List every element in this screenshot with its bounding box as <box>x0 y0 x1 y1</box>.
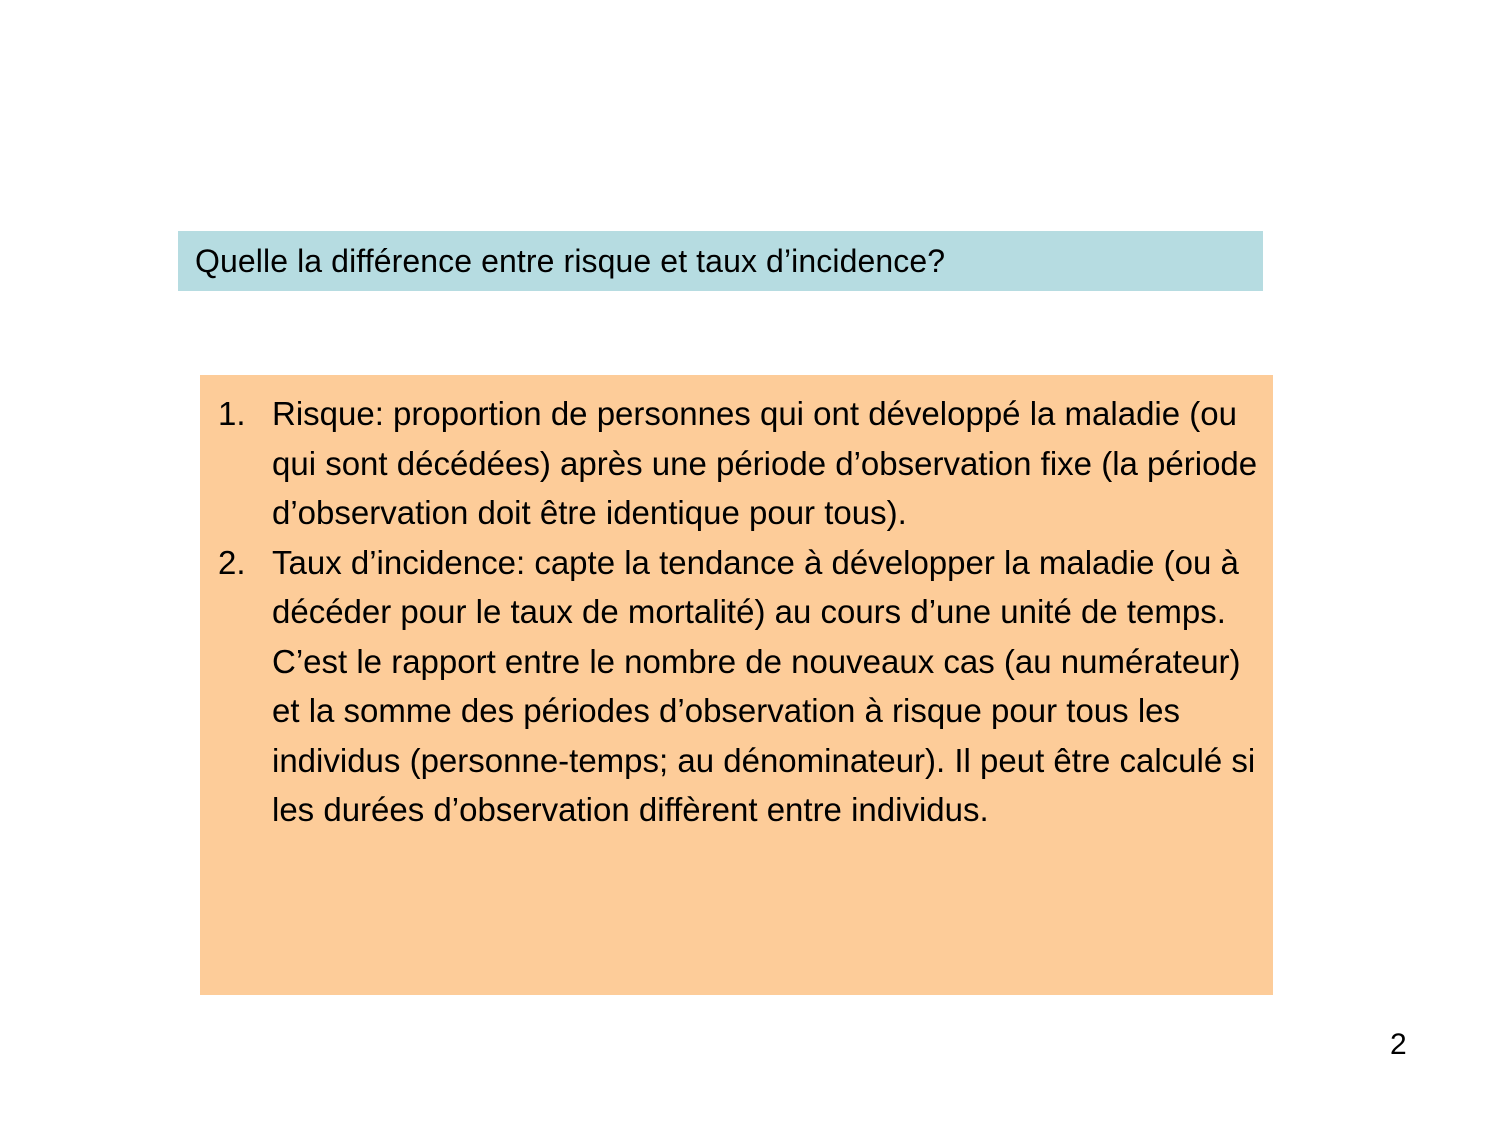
list-item-marker: 2. <box>218 543 246 581</box>
definitions-list <box>218 389 1261 835</box>
list-item <box>218 538 1261 835</box>
slide-content-box <box>200 375 1273 995</box>
list-item-marker: 1. <box>218 395 246 432</box>
list-item-text: Risque: proportion de personnes qui ont développé la maladie (ou qui sont décédées) après une période d’observation fixe (la période d’observation doit être identique pour tous). <box>272 395 1258 531</box>
page-title: Quelle la différence entre risque et taux d’incidence? <box>195 243 946 279</box>
slide-title-band <box>178 231 1263 291</box>
list-item-text: Taux d’incidence: capte la tendance à développer la maladie (ou à décéder pour le taux de mortalité) au cours d’une unité de temps. C’est le rapport entre le nombre de nouveaux cas (au numérateur) et la somme des périodes d’observation à risque pour tous les individus (personne-temps; au dénominateur). Il peut être calculé si les durées d’observation diffèrent entre individus. <box>272 543 1256 828</box>
page-number: 2 <box>1390 1028 1407 1061</box>
list-item <box>218 389 1261 538</box>
